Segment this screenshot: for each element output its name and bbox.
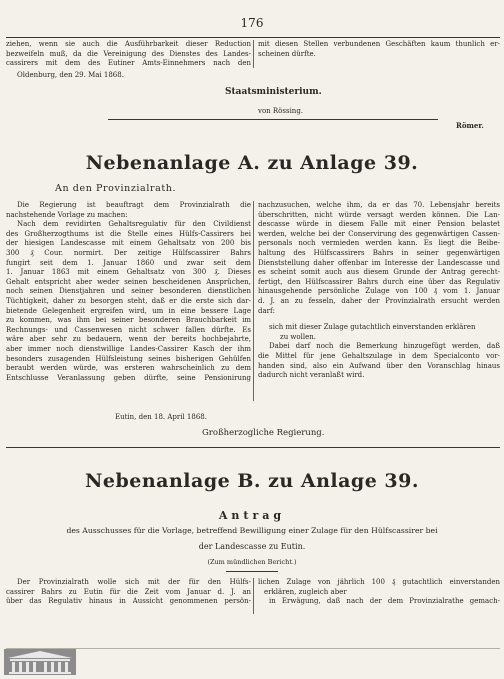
- heading-nebenanlage-a: Nebenanlage A. zu Anlage 39.: [85, 152, 419, 174]
- text-line: d. J. an zu fesseln, daher der Provinzialrath ersucht werden: [258, 296, 500, 305]
- antrag-subtitle-1: des Ausschusses für die Vorlage, betreffend Bewilligung einer Zulage für den Hülfscassirer bei: [66, 526, 438, 535]
- text-line: zu wollen.: [280, 332, 316, 341]
- text-line: fertigt, den Hülfscassirer Bahrs durch eine über das Regulativ: [258, 277, 500, 286]
- text-line: die Mittel für jene Gehaltszulage in dem Specialconto vor-: [258, 351, 500, 360]
- text-line: dadurch nicht veranlaßt wird.: [258, 371, 365, 380]
- text-line: bietende Gelegenheit ergreifen wird, um in eine bessere Lage: [6, 306, 251, 315]
- text-line: handen sind, also ein Aufwand über den Voranschlag hinaus: [258, 361, 500, 370]
- text-line: sich mit dieser Zulage gutachtlich einverstanden erklären: [269, 323, 476, 332]
- text-line: Die Regierung ist beauftragt dem Provinzialrath die: [17, 201, 251, 209]
- text-line: beraubt werden würde, was ersteren wahrscheinlich zu dem: [6, 364, 251, 373]
- text-line: besonders zusagenden Hülfsleistung seines bisherigen Gehülfen: [6, 354, 251, 363]
- text-line: hinausgehende persönliche Zulage von 100 ₰ vom 1. Januar: [258, 287, 500, 296]
- section-a-signature: Großherzogliche Regierung.: [202, 428, 325, 438]
- antrag-title: Antrag: [218, 509, 286, 522]
- text-line: über das Regulativ hinaus in Aussicht genommenen persön-: [6, 597, 251, 606]
- section-b-left: [6, 578, 251, 607]
- header-rule: [6, 37, 500, 38]
- text-line: wäre aber sehr zu bedauern, wenn der bereits hochbejahrte,: [6, 335, 251, 344]
- text-line: ziehen, wenn sie auch die Ausführbarkeit dieser Reduction: [6, 40, 251, 48]
- text-line: Dabei darf noch die Bemerkung hinzugefügt werden, daß: [269, 342, 500, 351]
- text-line: haltung des Hülfscassirers Bahrs in seiner gegenwärtigen: [258, 248, 500, 257]
- signer-left: von Rössing.: [258, 107, 304, 115]
- text-line: personals noch vermieden werden kann. Es liegt die Beibe-: [258, 239, 500, 248]
- text-line: lichen Zulage von jährlich 100 ₰ gutachtlich einverstanden: [258, 578, 500, 586]
- text-line: es scheint somit auch aus diesem Grunde der Antrag gerecht-: [258, 268, 500, 277]
- text-line: der hiesigen Landescasse mit einem Gehaltsatz von 200 bis: [6, 239, 251, 248]
- top-right-text: [258, 40, 500, 59]
- text-line: in Erwägung, daß nach der dem Provinzialrathe gemach-: [269, 597, 500, 606]
- addressee: An den Provinzialrath.: [55, 183, 177, 194]
- text-line: Nach dem revidirten Gehaltsregulativ für den Civildienst: [17, 220, 251, 229]
- text-line: cassirers mit dem des Eutiner Amts-Einnehmers nach den: [6, 59, 251, 68]
- footer-rule: [6, 648, 500, 649]
- text-line: Dienststellung daher offenbar im Interesse der Landescasse und: [258, 258, 500, 267]
- antrag-subtitle-2: der Landescasse zu Eutin.: [198, 542, 306, 551]
- text-line: 1. Januar 1863 mit einem Gehaltsatz von 300 ₰. Dieses: [6, 268, 251, 277]
- text-line: des Großherzogthums ist die Stelle eines Hülfs-Cassirers bei: [6, 229, 251, 238]
- text-line: Gehalt entspricht aber weder seinen bescheidenen Ansprüchen,: [6, 277, 251, 286]
- text-line: fungirt seit dem 1. Januar 1860 und zwar seit dem: [6, 258, 251, 267]
- text-line: bezweifeln muß, da die Vereinigung des Dienstes des Landes-: [6, 49, 251, 58]
- text-line: Der Provinzialrath wolle sich mit der für den Hülfs-: [17, 578, 251, 586]
- column-divider: [253, 40, 254, 68]
- text-line: 300 ₰ Cour. normirt. Der zeitige Hülfscassirer Bahrs: [6, 248, 251, 257]
- ministry-title: Staatsministerium.: [225, 87, 322, 97]
- section-a-left: [6, 201, 251, 383]
- signature-rule: [108, 119, 438, 120]
- text-line: cassirer Bahrs zu Eutin für die Zeit vom Januar d. J. an: [6, 587, 251, 596]
- library-building-logo: [4, 649, 76, 675]
- text-line: Entschlusse Veranlassung geben dürfte, seine Pensionirung: [6, 373, 251, 382]
- top-date: Oldenburg, den 29. Mai 1868.: [17, 71, 124, 79]
- antrag-note: (Zum mündlichen Bericht.): [207, 558, 297, 566]
- signer-right: Römer.: [456, 121, 484, 130]
- column-divider: [253, 201, 254, 401]
- heading-nebenanlage-b: Nebenanlage B. zu Anlage 39.: [85, 470, 419, 492]
- text-line: nachzusuchen, welche ihm, da er das 70. Lebensjahr bereits: [258, 201, 500, 209]
- column-divider: [253, 578, 254, 614]
- text-line: darf:: [258, 306, 275, 315]
- text-line: aber immer noch dienstwillige Landes-Cassirer Kasch der ihm: [6, 344, 251, 353]
- text-line: noch seinen Dienstjahren und seiner besonderen dienstlichen: [6, 287, 251, 296]
- section-rule: [6, 447, 500, 448]
- text-line: nachstehende Vorlage zu machen:: [6, 210, 128, 219]
- text-line: zu kommen, was ihm bei seiner besonderen Brauchbarkeit im: [6, 316, 251, 325]
- page-number: 176: [240, 16, 264, 30]
- section-a-date: Eutin, den 18. April 1868.: [115, 413, 207, 421]
- section-a-right: [258, 201, 500, 381]
- text-line: Tüchtigkeit, daher zu besorgen steht, daß er die erste sich dar-: [6, 296, 251, 305]
- text-line: mit diesen Stellen verbundenen Geschäften kaum thunlich er-: [258, 40, 500, 48]
- text-line: scheinen dürfte.: [258, 49, 316, 58]
- text-line: werden, welche bei der Conservirung des gegenwärtigen Cassen-: [258, 229, 500, 238]
- text-line: Rechnungs- und Cassenwesen nicht schwer fallen dürfte. Es: [6, 325, 251, 334]
- text-line: überschritten, nicht würde versagt werden können. Die Lan-: [258, 210, 500, 219]
- library-building-icon: [4, 649, 76, 675]
- short-rule: [226, 571, 278, 572]
- text-line: erklären, zugleich aber: [264, 587, 347, 596]
- section-b-right: [258, 578, 500, 607]
- text-line: descasse würde in diesem Falle mit einer Pension belastet: [258, 220, 500, 229]
- top-left-text: [6, 40, 251, 69]
